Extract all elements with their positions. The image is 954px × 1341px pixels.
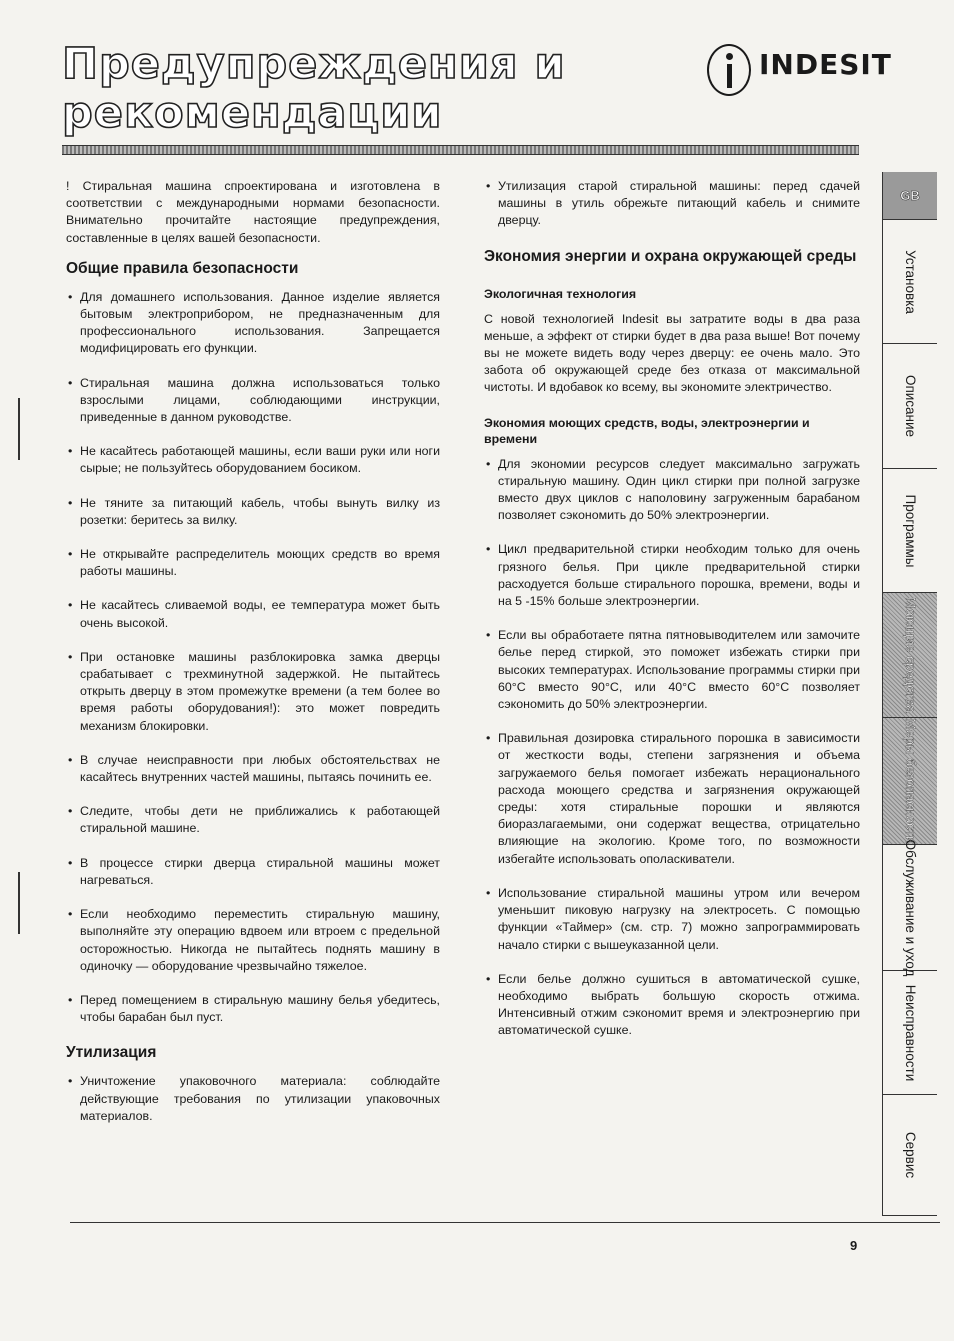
- savings-list: [484, 456, 860, 1040]
- right-column: [484, 178, 860, 1057]
- title-line-2: рекомендации: [62, 88, 443, 138]
- tab-language[interactable]: [883, 172, 937, 220]
- list-item: • Перед помещением в стиральную машину белья убедитесь, чтобы барабан был пуст.: [66, 992, 440, 1026]
- list-item: • Для домашнего использования. Данное изделие является бытовым электроприбором, не предназначенным для профессионального использования. Запрещается модифицировать его функции.: [66, 289, 440, 358]
- margin-mark: [18, 398, 20, 460]
- tab-label: Установка: [903, 249, 918, 314]
- list-item: • Если необходимо переместить стиральную машину, выполняйте эту операцию вдвоем или втроем с предельной осторожностью. Никогда не пытайтесь поднять машину в одиночку — оборудование чрезвычайно тяжелое.: [66, 906, 440, 975]
- list-item: • Стиральная машина должна использоваться только взрослыми лицами, соблюдающими инструкции, приведенные в данном руководстве.: [66, 375, 440, 427]
- list-item: • При остановке машины разблокировка замка дверцы срабатывает с трехминутной задержкой. Не пытайтесь открыть дверцу в этом промежутке времени (а тем более во время работы оборудования!): это может повредить механизм блокировки.: [66, 649, 440, 735]
- title-divider: [62, 145, 859, 155]
- energy-heading: Экономия энергии и охрана окружающей среды: [484, 247, 857, 265]
- list-item: • Если вы обработаете пятна пятновыводителем или замочите белье перед стиркой, это поможет избежать стирки при высоких температурах. Использование программы стирки при 60°С вместо 90°С, или 40°С вместо 60°С позволяет сэкономить до 50% электроэнергии.: [484, 627, 860, 713]
- tab-label: Меры безопасности: [903, 718, 918, 844]
- tab-installation[interactable]: [883, 220, 937, 344]
- list-item: • Следите, чтобы дети не приближались к работающей стиральной машине.: [66, 803, 440, 837]
- tab-maintenance[interactable]: [883, 839, 937, 976]
- tab-label: Моющие средства: [903, 597, 918, 713]
- tab-label: Обслуживание и уход: [903, 839, 918, 976]
- eco-tech-text: С новой технологией Indesit вы затратите воды в два раза меньше, а эффект от стирки будет в два раза выше! Вот почему вы не можете видеть воду через дверцу: ее очень мало. Это забота об окружающей среде без отказа от максимальной чистоты. И вдобавок ко всему, вы экономите электричество.: [484, 311, 860, 395]
- tab-label: Описание: [903, 374, 918, 438]
- general-safety-heading: Общие правила безопасности: [66, 259, 299, 277]
- eco-tech-heading: Экологичная технология: [484, 286, 637, 301]
- list-item: • Для экономии ресурсов следует максимально загружать стиральную машину. Один цикл стирки при полной загрузке вместо двух циклов с наполовину загруженным барабаном позволяет сэкономить до 50% электроэнергии.: [484, 456, 860, 525]
- section-tabs: [882, 172, 937, 1216]
- list-item: • Утилизация старой стиральной машины: перед сдачей машины в утиль обрежьте питающий кабель и снимите дверцу.: [484, 178, 860, 230]
- tab-troubleshooting[interactable]: [883, 971, 937, 1095]
- disposal-heading: Утилизация: [66, 1044, 157, 1062]
- page-number: 9: [850, 1238, 858, 1253]
- list-item: • Использование стиральной машины утром или вечером уменьшит пиковую нагрузку на электросеть. С помощью функции «Таймер» (см. стр. 7) можно запрограммировать начало стирки с вышеуказанной цели.: [484, 885, 860, 954]
- list-item: • Правильная дозировка стирального порошка в зависимости от жесткости воды, степени загрязнения и объема загружаемого белья помогает избежать нерационального расхода моющего средства и загрязнения окружающей среды: хотя стиральные порошки и являются биоразлагаемыми, они содержат вещества, отрицательно влияющие на экологию. Кроме того, по возможности избегайте использовать ополаскиватели.: [484, 730, 860, 868]
- left-column: [66, 178, 440, 1142]
- tab-label: Сервис: [903, 1131, 918, 1179]
- general-safety-list: [66, 289, 440, 1027]
- brand-name: INDESIT: [759, 48, 892, 81]
- tab-safety[interactable]: [883, 718, 937, 845]
- tab-service[interactable]: [883, 1095, 937, 1216]
- tab-label: Неисправности: [903, 984, 918, 1081]
- list-item: • Не открывайте распределитель моющих средств во время работы машины.: [66, 546, 440, 580]
- tab-programs[interactable]: [883, 469, 937, 593]
- margin-mark: [18, 872, 20, 934]
- tab-description[interactable]: [883, 344, 937, 469]
- indesit-logo: [707, 40, 892, 100]
- list-item: • Цикл предварительной стирки необходим только для очень грязного белья. При цикле предварительной стирки расходуется больше стирального порошка, времени, воды и на 5 -15% больше электроэнергии.: [484, 541, 860, 610]
- savings-heading: Экономия моющих средств, воды, электроэнергии и времени: [484, 415, 810, 446]
- list-item: • Не касайтесь сливаемой воды, ее температура может быть очень высокой.: [66, 597, 440, 631]
- tab-label: GB: [900, 187, 920, 203]
- list-item: • Если белье должно сушиться в автоматической сушке, необходимо выбрать большую скорость отжима. Интенсивный отжим сэкономит время и электроэнергию при автоматической сушке.: [484, 971, 860, 1040]
- page-title: [62, 40, 566, 138]
- footer-divider: [70, 1222, 940, 1223]
- disposal-continued-list: [484, 178, 860, 230]
- disposal-list: [66, 1073, 440, 1125]
- list-item: • Уничтожение упаковочного материала: соблюдайте действующие требования по утилизации упаковочных материалов.: [66, 1073, 440, 1125]
- list-item: • В процессе стирки дверца стиральной машины может нагреваться.: [66, 855, 440, 889]
- tab-label: Программы: [903, 494, 918, 567]
- info-i-icon: [707, 44, 751, 96]
- list-item: • Не тяните за питающий кабель, чтобы вынуть вилку из розетки: беритесь за вилку.: [66, 495, 440, 529]
- tab-detergents[interactable]: [883, 593, 937, 718]
- intro-warning: ! Стиральная машина спроектирована и изготовлена в соответствии с международными нормами безопасности. Внимательно прочитайте настоящие предупреждения, составленные в целях вашей безопасности.: [66, 179, 440, 245]
- list-item: • Не касайтесь работающей машины, если ваши руки или ноги сырые; не пользуйтесь оборудованием босиком.: [66, 443, 440, 477]
- list-item: • В случае неисправности при любых обстоятельствах не касайтесь внутренних частей машины, пытаясь починить ее.: [66, 752, 440, 786]
- title-line-1: Предупреждения и: [62, 39, 566, 89]
